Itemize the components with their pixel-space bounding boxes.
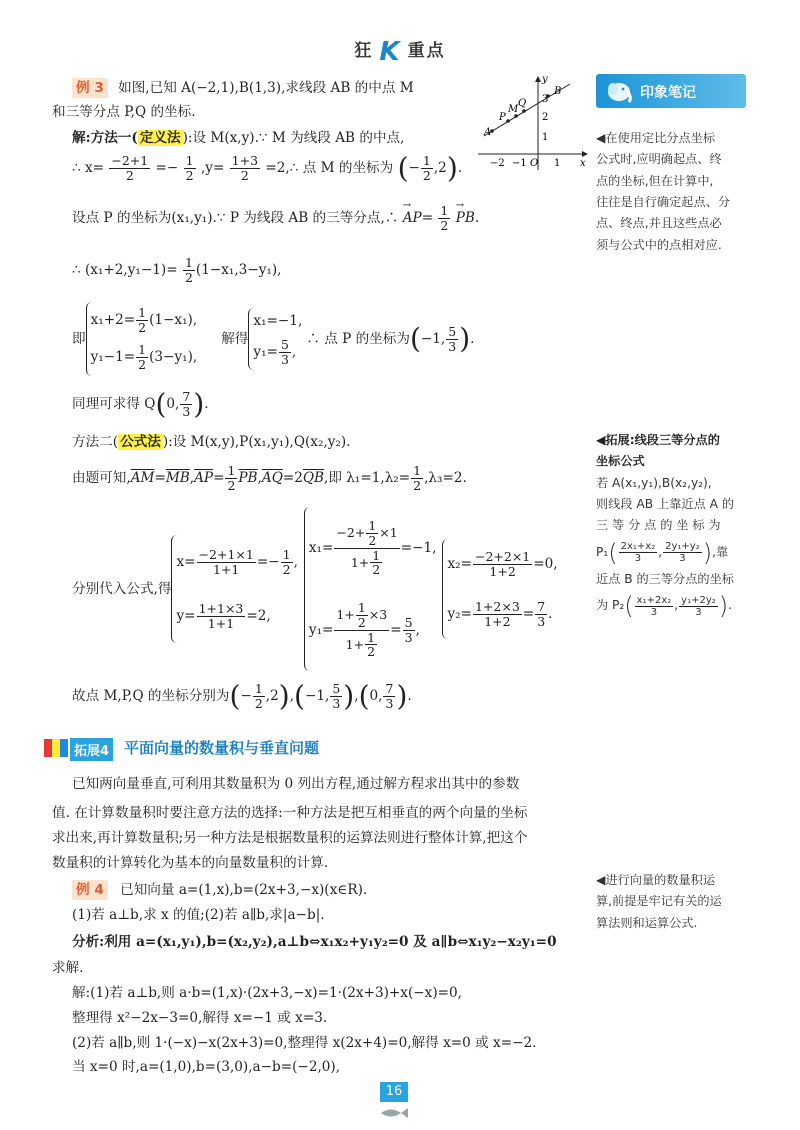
frac-den: 3 <box>537 613 546 629</box>
row-eq: =−1, <box>400 539 437 556</box>
point-p <box>506 119 510 123</box>
axis-y-label: y <box>542 74 548 85</box>
row-lhs: x₁= <box>308 539 334 556</box>
intro-line-4: 数量积的计算转化为基本的向量数量积的计算. <box>52 855 329 871</box>
note-formula-p2 <box>596 590 748 622</box>
vec-ap-label: AP <box>402 209 422 226</box>
period: . <box>457 159 463 176</box>
frac-num: y₁+2y₂ <box>681 594 716 606</box>
frac-den: 2 <box>254 695 263 711</box>
vec-arrow: → <box>455 199 465 211</box>
note-line: 算法则和运算公式. <box>596 915 698 930</box>
vec-qb: $\overline{QB}$ <box>302 469 325 486</box>
vec-mb: $\overline{MB}$ <box>165 469 190 486</box>
frac-den: 2 <box>240 167 249 183</box>
frac <box>225 464 237 493</box>
frac-num: 1 <box>254 681 263 696</box>
frac-den: 1+1 <box>212 561 240 577</box>
row-rhs: , <box>291 343 297 360</box>
method1-text: ):设 M(x,y).∵ M 为线段 AB 的中点, <box>182 130 405 146</box>
section-tag: 拓展4 <box>70 738 113 761</box>
period: . <box>548 605 553 622</box>
ex4-solution-3: (2)若 a∥b,则 1·(−x)−x(2x+3)=0,整理得 x(2x+4)=0,解得 x=0 或 x=−2. <box>72 1035 537 1051</box>
frac-den: 2 <box>440 217 449 233</box>
p-system <box>304 507 437 671</box>
coordinate-figure <box>470 74 590 174</box>
row-eq: =2, <box>246 607 271 624</box>
page-header <box>0 36 800 67</box>
frac-num: 1+3 <box>231 153 259 168</box>
lambda-text: ,即 λ₁=1,λ₂= <box>324 469 411 486</box>
paren-close: ) <box>718 592 729 621</box>
frac-den: 2 <box>125 167 134 183</box>
note-title: ◀拓展:线段三等分点的 <box>596 433 720 447</box>
notebook-banner <box>596 74 746 108</box>
frac-den: 2 <box>184 269 193 285</box>
frac-num: 1 <box>413 463 422 478</box>
frac-num: −2+1 <box>111 153 149 168</box>
comma: , <box>289 687 295 704</box>
frac-den: 3 <box>280 351 289 367</box>
header-left: 狂 <box>354 41 374 61</box>
ex3-question-line2: 和三等分点 P,Q 的坐标. <box>52 104 196 120</box>
row-rhs: (3−y₁), <box>149 349 198 365</box>
lambda-line <box>72 464 467 493</box>
frac <box>679 595 718 618</box>
tick-y-1: 1 <box>542 132 549 143</box>
frac-den: 3 <box>385 695 394 711</box>
frac-den: 2 <box>372 562 381 578</box>
frac <box>197 602 246 631</box>
note-line: ◀在使用定比分点坐标 <box>596 131 716 145</box>
period: . <box>407 687 412 704</box>
p-setup-text: 设点 P 的坐标为(x₁,y₁).∵ P 为线段 AB 的三等分点,∴ <box>72 209 399 226</box>
frac-den: 2 <box>422 167 431 183</box>
q-row-x2 <box>447 550 557 579</box>
paren-open: ( <box>358 679 370 713</box>
tick-y-2: 2 <box>542 112 549 123</box>
p-setup-line <box>72 199 480 233</box>
frac-num: 5 <box>404 614 413 630</box>
frac <box>136 306 148 335</box>
method2-line <box>72 432 350 452</box>
frac-num: 1+1×3 <box>198 600 244 616</box>
substitution-block <box>72 506 558 672</box>
note-line: 近点 B 的三等分点的坐标 <box>596 571 734 586</box>
p-eq-lhs: ∴ (x₁+2,y₁−1)= <box>72 261 178 278</box>
frac-num: 1 <box>422 153 431 168</box>
num-part: ×3 <box>368 606 388 622</box>
mid-result-label: =2,∴ 点 M 的坐标为 <box>265 159 394 176</box>
side-note-2 <box>596 430 748 622</box>
elephant-icon <box>604 78 634 104</box>
p-row-x1 <box>309 519 437 577</box>
vec-pb-label: PB <box>455 209 475 226</box>
ex3-question: 如图,已知 A(−2,1),B(1,3),求线段 AB 的中点 M <box>118 80 414 96</box>
frac <box>438 204 450 233</box>
frac-den: 3 <box>448 338 457 354</box>
note-line: 若 A(x₁,y₁),B(x₂,y₂), <box>596 475 712 490</box>
p2-label: 为 P₂ <box>596 598 625 613</box>
mid-eq: =− <box>155 159 179 176</box>
page-number: 16 <box>380 1082 408 1102</box>
frac <box>109 154 150 183</box>
note-formula-p1 <box>596 537 748 569</box>
frac-den: 2 <box>138 357 147 372</box>
frac-den: 3 <box>332 695 341 711</box>
frac-compound <box>334 601 389 659</box>
p1-label: P₁ <box>596 545 609 560</box>
axis-x-label: x <box>580 158 586 169</box>
period: . <box>204 395 209 412</box>
sol-row2 <box>253 338 302 367</box>
ji-label: 即 <box>72 330 86 347</box>
frac-den <box>349 549 385 578</box>
frac-num: 7 <box>182 389 191 404</box>
tick-x-neg1: −1 <box>512 158 527 169</box>
paren-close: ) <box>446 151 458 185</box>
frac-den: 2 <box>413 477 422 493</box>
p-sys-row1 <box>91 306 198 335</box>
frac <box>619 541 658 564</box>
frac <box>366 519 378 548</box>
note-line: 须与公式中的点相对应. <box>596 237 722 252</box>
frac-num: 7 <box>385 681 394 696</box>
frac-den: 3 <box>634 553 642 565</box>
side-note-3 <box>596 870 748 934</box>
lambda-end: ,λ₃=2. <box>424 469 467 486</box>
eq: = <box>154 469 166 486</box>
header-right: 重点 <box>407 41 446 61</box>
frac <box>230 154 260 183</box>
mid-y-val: ,2 <box>433 159 447 176</box>
frac-den: 3 <box>650 606 658 618</box>
frac <box>279 338 291 367</box>
row-rhs: (1−x₁), <box>149 312 198 328</box>
frac-compound <box>334 519 399 577</box>
row-lhs: y₂= <box>447 605 472 622</box>
frac-num: 1 <box>367 629 376 645</box>
note-line: 算,前提是牢记有关的运 <box>596 894 722 909</box>
eq: = <box>421 209 434 226</box>
vec-arrow: → <box>402 199 412 211</box>
frac <box>365 631 377 660</box>
frac <box>281 548 293 577</box>
m-row-y <box>176 602 297 631</box>
frac-num: 1 <box>440 203 449 218</box>
frac <box>421 154 433 183</box>
ex3-question-line1 <box>72 78 414 98</box>
p-row-y1 <box>309 601 437 659</box>
frac-den: 3 <box>695 606 702 618</box>
paren-close: ) <box>193 387 205 421</box>
paren-open: ( <box>155 387 167 421</box>
comma: , <box>415 621 420 638</box>
frac <box>184 154 196 183</box>
ex3-badge: 例 3 <box>72 78 108 98</box>
section-title: 平面向量的数量积与垂直问题 <box>124 739 320 757</box>
frac-num <box>334 519 399 549</box>
frac-den <box>344 631 380 660</box>
ex4-badge: 例 4 <box>72 880 108 900</box>
sign: − <box>240 687 252 704</box>
frac-den: 2 <box>138 320 147 335</box>
intro-line-1: 已知两向量垂直,可利用其数量积为 0 列出方程,通过解方程求出其中的参数 <box>72 776 520 792</box>
ex4-solution-1: 解:(1)若 a⊥b,则 a·b=(1,x)·(2x+3,−x)=1·(2x+3)+x(−x)=0, <box>72 985 462 1001</box>
q-result-line <box>72 387 209 421</box>
row-lhs: y= <box>176 607 196 624</box>
frac <box>183 256 195 285</box>
mid-x-label: ∴ x= <box>72 159 105 176</box>
tick-origin: O <box>530 158 539 169</box>
frac <box>446 325 458 354</box>
frac-den: 2 <box>368 532 377 548</box>
intro-line-2: 值. 在计算数量积时要注意方法的选择:一种方法是把互相垂直的两个向量的坐标 <box>52 805 528 821</box>
method2-text: ):设 M(x,y),P(x₁,y₁),Q(x₂,y₂). <box>162 434 351 450</box>
frac-den: 2 <box>357 614 366 630</box>
paren-open: ( <box>397 151 409 185</box>
frac-num: 1 <box>282 546 291 562</box>
q-row-y2 <box>447 600 557 629</box>
intro-line-3: 求出来,再计算数量积;另一种方法是根据数量积的运算法则进行整体计算,把这个 <box>52 830 528 846</box>
den-part: 1+ <box>345 636 365 652</box>
paren-close: ) <box>702 538 713 567</box>
tick-x-neg2: −2 <box>490 158 505 169</box>
comma: , <box>658 545 663 560</box>
vec-ap <box>402 199 422 228</box>
q-x: 0, <box>166 395 180 412</box>
frac-num: 5 <box>448 323 457 339</box>
tick-x-1: 1 <box>554 158 561 169</box>
frac-num: 2y₁+y₂ <box>665 541 700 553</box>
comma: , <box>293 553 298 570</box>
frac-num: 1 <box>372 547 381 563</box>
substitute-label: 分别代入公式,得 <box>72 580 172 597</box>
note-text: ,靠 <box>712 545 729 560</box>
label-q: Q <box>518 98 527 109</box>
p-x: −1, <box>304 687 330 704</box>
ex4-question-line <box>72 880 367 900</box>
frac <box>663 541 702 564</box>
row-lhs: x= <box>176 553 196 570</box>
p-equation-line <box>72 256 281 285</box>
frac-num: 2x₁+x₂ <box>620 541 656 553</box>
notebook-label: 印象笔记 <box>640 85 696 101</box>
frac-den: 1+2 <box>489 563 516 579</box>
period: . <box>474 209 480 226</box>
frac <box>535 600 547 629</box>
frac <box>411 464 423 493</box>
row-eq: =0, <box>533 555 558 572</box>
label-b: B <box>554 86 562 97</box>
num-part: −2+ <box>336 524 366 540</box>
period: . <box>470 330 475 347</box>
note-line: 点的坐标,但在计算中, <box>596 173 714 188</box>
paren-close: ) <box>459 322 471 355</box>
method1-line <box>72 128 404 148</box>
frac-den: 2 <box>227 477 236 493</box>
comma: , <box>189 469 195 486</box>
frac-num: x₁+2x₂ <box>636 594 672 606</box>
frac <box>197 548 256 577</box>
note-title: 坐标公式 <box>596 454 645 469</box>
comma: , <box>257 469 262 486</box>
row-eq: = <box>522 605 535 622</box>
note-line: 往往是自行确定起点、分 <box>596 195 731 210</box>
frac-den: 1+1 <box>207 615 235 631</box>
frac <box>473 600 522 629</box>
midpoint-calc <box>72 151 463 185</box>
final-label: 故点 M,P,Q 的坐标分别为 <box>72 687 230 704</box>
m-y: ,2 <box>265 687 279 704</box>
paren-close: ) <box>396 679 408 713</box>
note-line: 公式时,应明确起点、终 <box>596 152 722 167</box>
paren-open: ( <box>608 538 618 567</box>
row-lhs: y₁= <box>308 621 334 638</box>
ex4-solution-2: 整理得 x²−2x−3=0,解得 x=−1 或 x=3. <box>72 1010 328 1026</box>
paren-close: ) <box>343 679 355 713</box>
section-header <box>40 735 580 761</box>
paren-close: ) <box>278 679 290 713</box>
vec-am: $\overline{AM}$ <box>130 469 155 486</box>
frac-num: 1 <box>138 305 147 321</box>
frac-num: 1 <box>185 153 194 168</box>
method2-tag: 公式法 <box>120 434 161 450</box>
frac <box>403 616 415 645</box>
method2-prefix: 方法二( <box>72 434 119 450</box>
p-system-line <box>72 300 474 378</box>
frac-num: −2+1×1 <box>198 546 254 562</box>
frac-den: 3 <box>182 403 191 419</box>
frac-num: 5 <box>332 681 341 696</box>
paren-open: ( <box>229 679 241 713</box>
vec-pb <box>455 199 475 228</box>
paren-open: ( <box>409 322 421 355</box>
row-eq: = <box>390 621 402 638</box>
row-lhs: x₁+2= <box>90 312 136 328</box>
frac-num: 1 <box>138 342 147 358</box>
den-part: 1+ <box>350 554 370 570</box>
frac <box>356 601 368 630</box>
ex4-solution-4: 当 x=0 时,a=(1,0),b=(3,0),a−b=(−2,0), <box>72 1059 341 1075</box>
frac-num: 7 <box>537 598 546 614</box>
frac-num: 1 <box>357 600 366 615</box>
frac-den: 3 <box>679 553 686 565</box>
sol-row1: x₁=−1, <box>253 313 303 330</box>
final-coords-line <box>72 679 412 713</box>
paren-open: ( <box>624 592 634 621</box>
q-result-label: 同理可求得 Q <box>72 395 156 412</box>
frac-num: 1 <box>184 255 193 270</box>
p-system-brace <box>86 302 198 376</box>
q-x: 0, <box>369 687 383 704</box>
vec-pb: $\overline{PB}$ <box>238 469 258 486</box>
frac <box>330 682 342 711</box>
mid-y-label: ,y= <box>200 159 225 176</box>
eq: = <box>213 469 225 486</box>
p-eq-rhs: (1−x₁,3−y₁), <box>195 261 282 278</box>
label-p: P <box>499 112 506 123</box>
frac <box>383 682 395 711</box>
frac <box>473 550 532 579</box>
decorative-fish-icon <box>379 1106 409 1120</box>
row-lhs: y₁= <box>253 343 278 360</box>
comma: , <box>674 598 679 613</box>
comma: , <box>354 687 359 704</box>
note-line: 三 等 分 点 的 坐 标 为 <box>596 518 721 533</box>
ex4-analysis-2: 求解. <box>52 960 84 976</box>
q-system <box>442 539 557 639</box>
lambda-prefix: 由题可知, <box>72 469 131 486</box>
num-part: 1+ <box>336 606 355 622</box>
frac-den: 3 <box>404 629 413 645</box>
point-q <box>522 109 526 113</box>
frac <box>180 390 192 419</box>
label-m: M <box>508 104 519 115</box>
p-sys-row2 <box>91 343 198 372</box>
frac-den: 2 <box>282 561 291 577</box>
tick-y-3: 3 <box>542 94 549 105</box>
note-line: 则线段 AB 上靠近点 A 的 <box>596 497 735 512</box>
method1-tag: 定义法 <box>139 130 181 146</box>
frac-den: 1+2 <box>484 613 511 629</box>
label-a: A <box>484 127 492 138</box>
paren-open: ( <box>294 679 305 713</box>
ex4-question-2: (1)若 a⊥b,求 x 的值;(2)若 a∥b,求|a−b|. <box>72 907 325 923</box>
frac-num: −2+2×1 <box>474 548 531 564</box>
frac-num: 5 <box>280 337 289 353</box>
note-line: 点、终点,并且这些点必 <box>596 216 722 231</box>
vec-aq: $\overline{AQ}$ <box>261 469 283 486</box>
eq: =2 <box>282 469 303 486</box>
p-x: −1, <box>420 330 446 347</box>
frac-num: 1 <box>368 518 377 533</box>
vec-ap: $\overline{AP}$ <box>194 469 214 486</box>
frac-den: 2 <box>185 167 194 183</box>
frac <box>635 595 674 618</box>
mid-sign: − <box>408 159 420 176</box>
row-eq: =− <box>256 553 280 570</box>
row-lhs: x₂= <box>447 555 472 572</box>
k-logo: K <box>379 37 402 67</box>
jiede-label: 解得 <box>221 330 249 347</box>
note-line: ◀进行向量的数量积运 <box>596 873 716 887</box>
frac-num: 1+2×3 <box>474 598 520 614</box>
frac-num <box>334 601 389 631</box>
p-result-label: ∴ 点 P 的坐标为 <box>306 330 410 347</box>
p-solution-brace <box>248 308 302 370</box>
m-row-x <box>176 548 297 577</box>
frac-den: 2 <box>367 644 376 660</box>
row-lhs: y₁−1= <box>90 349 136 365</box>
ex4-analysis-1: 分析:利用 a=(x₁,y₁),b=(x₂,y₂),a⊥b⇔x₁x₂+y₁y₂=0 及 a∥b⇔x₁y₂−x₂y₁=0 <box>72 934 557 950</box>
frac <box>370 549 382 578</box>
frac-num: 1 <box>227 463 236 478</box>
m-system <box>171 535 297 643</box>
method1-prefix: 解:方法一( <box>72 130 138 146</box>
book-icon <box>44 739 68 757</box>
num-part: ×1 <box>379 524 398 540</box>
ex4-question: 已知向量 a=(1,x),b=(2x+3,−x)(x∈R). <box>120 882 368 898</box>
frac <box>253 682 265 711</box>
side-note-1 <box>596 128 748 256</box>
period: . <box>728 598 733 613</box>
frac <box>136 343 148 372</box>
